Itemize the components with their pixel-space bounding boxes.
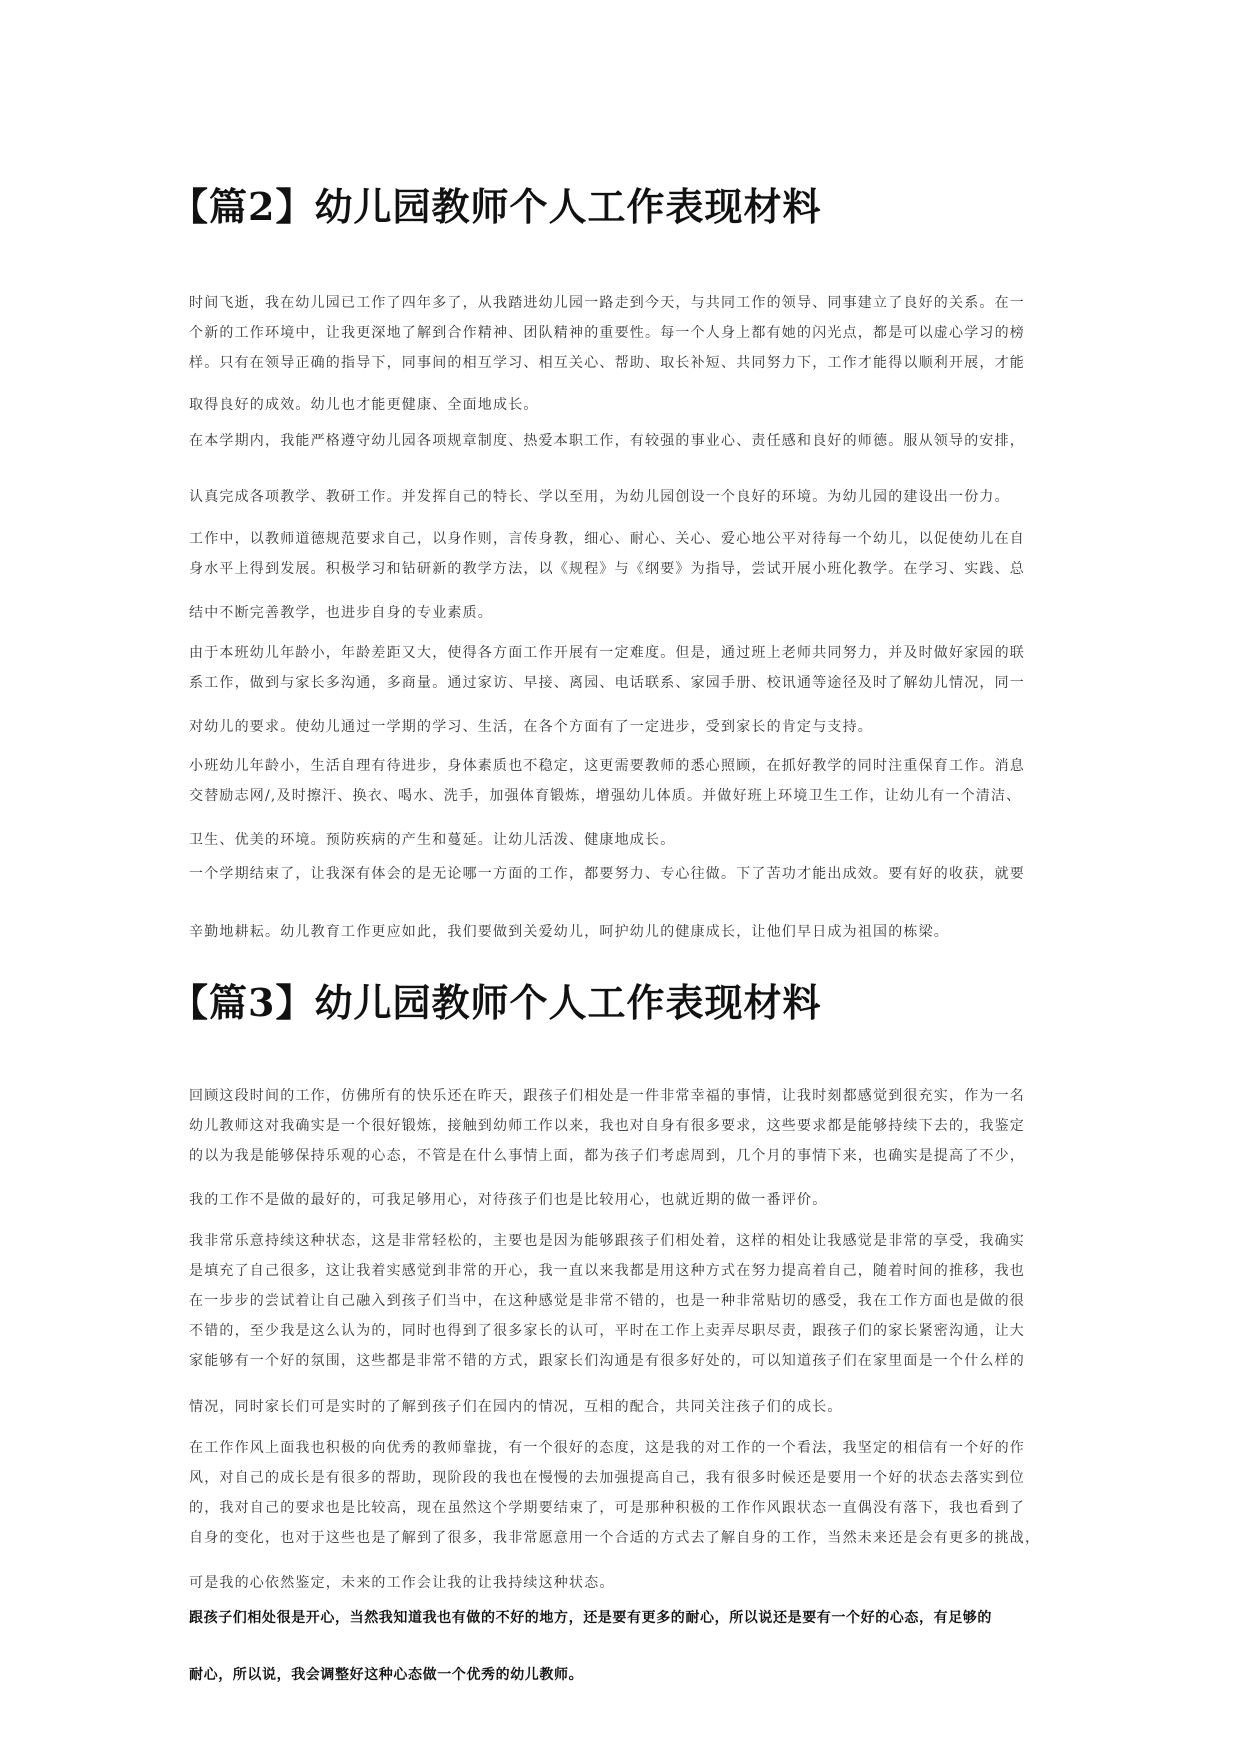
text-line: 回顾这段时间的工作，仿佛所有的快乐还在昨天，跟孩子们相处是一件非常幸福的事情，让我时刻都感觉到很充实，作为一名 xyxy=(189,1088,1025,1104)
section-2-paragraph-6-cont xyxy=(189,917,1051,947)
text-line: 在本学期内，我能严格遵守幼儿园各项规章制度、热爱本职工作，有较强的事业心、责任感和良好的师德。服从领导的安排， xyxy=(189,433,1025,449)
text-line: 时间飞逝，我在幼儿园已工作了四年多了，从我踏进幼儿园一路走到今天，与共同工作的领导、同事建立了良好的关系。在一 xyxy=(189,295,1025,311)
text-line: 卫生、优美的环境。预防疾病的产生和蔓延。让幼儿活泼、健康地成长。 xyxy=(189,832,676,848)
text-line: 我非常乐意持续这种状态，这是非常轻松的，主要也是因为能够跟孩子们相处着，这样的相处让我感觉是非常的享受，我确实 xyxy=(189,1233,1025,1249)
text-line: 是填充了自己很多，这让我着实感觉到非常的开心，我一直以来我都是用这种方式在努力提高着自己，随着时间的推移，我也 xyxy=(189,1263,1025,1279)
text-line: 的以为我是能够保持乐观的心态，不管是在什么事情上面，都为孩子们考虑周到，几个月的事情下来，也确实是提高了不少， xyxy=(189,1148,1025,1164)
text-line: 情况，同时家长们可是实时的了解到孩子们在园内的情况，互相的配合，共同关注孩子们的成长。 xyxy=(189,1399,843,1415)
text-line: 自身的变化，也对于这些也是了解到了很多，我非常愿意用一个合适的方式去了解自身的工作，当然未来还是会有更多的挑战， xyxy=(189,1530,1041,1546)
text-line: 家能够有一个好的氛围，这些都是非常不错的方式，跟家长们沟通是有很多好处的，可以知道孩子们在家里面是一个什么样的 xyxy=(189,1353,1025,1369)
text-line: 耐心，所以说，我会调整好这种心态做一个优秀的幼儿教师。 xyxy=(189,1667,584,1683)
text-line: 一个学期结束了，让我深有体会的是无论哪一方面的工作，都要努力、专心往做。下了苦功才能出成效。要有好的收获，就要 xyxy=(189,866,1025,882)
section-3-paragraph-2 xyxy=(189,1226,1051,1376)
text-line: 工作中，以教师道德规范要求自己，以身作则，言传身教，细心、耐心、关心、爱心地公平对待每一个幼儿，以促使幼儿在自 xyxy=(189,531,1025,547)
text-line: 在工作作风上面我也积极的向优秀的教师靠拢，有一个很好的态度，这是我的对工作的一个看法，我坚定的相信有一个好的作 xyxy=(189,1440,1025,1456)
section-2-paragraph-4 xyxy=(189,638,1051,698)
text-line: 身水平上得到发展。积极学习和钻研新的教学方法，以《规程》与《纲要》为指导，尝试开展小班化教学。在学习、实践、总 xyxy=(189,561,1025,577)
section-2-paragraph-6 xyxy=(189,859,1051,889)
section-2-paragraph-2-cont xyxy=(189,482,1051,512)
text-line: 可是我的心依然鉴定，未来的工作会让我的让我持续这种状态。 xyxy=(189,1575,615,1591)
text-line: 认真完成各项教学、教研工作。并发挥自己的特长、学以至用，为幼儿园创设一个良好的环境。为幼儿园的建设出一份力。 xyxy=(189,489,1010,505)
text-line: 幼儿教师这对我确实是一个很好锻炼，接触到幼师工作以来，我也对自身有很多要求，这些要求都是能够持续下去的，我鉴定 xyxy=(189,1118,1025,1134)
text-line: 结中不断完善教学，也进步自身的专业素质。 xyxy=(189,605,493,621)
section-2-paragraph-1 xyxy=(189,288,1051,378)
section-3-paragraph-4-cont xyxy=(189,1660,1051,1690)
text-line: 系工作，做到与家长多沟通，多商量。通过家访、早接、离园、电话联系、家园手册、校讯通等途径及时了解幼儿情况，同一 xyxy=(189,675,1025,691)
text-line: 跟孩子们相处很是开心，当然我知道我也有做的不好的地方，还是要有更多的耐心，所以说还是要有一个好的心态，有足够的 xyxy=(189,1610,992,1626)
text-line: 在一步步的尝试着让自己融入到孩子们当中，在这种感觉是非常不错的，也是一种非常贴切的感受，我在工作方面也是做的很 xyxy=(189,1293,1025,1309)
section-3-heading: 【篇3】幼儿园教师个人工作表现材料 xyxy=(170,980,822,1025)
section-2-paragraph-2 xyxy=(189,426,1051,456)
section-2-paragraph-4-cont xyxy=(189,712,1051,742)
section-2-paragraph-1-cont xyxy=(189,390,1051,420)
text-line: 由于本班幼儿年龄小，年龄差距又大，使得各方面工作开展有一定难度。但是，通过班上老师共同努力，并及时做好家园的联 xyxy=(189,645,1025,661)
section-2-paragraph-5-cont xyxy=(189,825,1051,855)
section-2-paragraph-5 xyxy=(189,751,1051,811)
section-3-paragraph-1 xyxy=(189,1081,1051,1171)
text-line: 小班幼儿年龄小，生活自理有待进步，身体素质也不稳定，这更需要教师的悉心照顾，在抓好教学的同时注重保育工作。消息 xyxy=(189,758,1025,774)
text-line: 样。只有在领导正确的指导下，同事间的相互学习、相互关心、帮助、取长补短、共同努力下，工作才能得以顺利开展，才能 xyxy=(189,355,1025,371)
text-line: 我的工作不是做的最好的，可我足够用心，对待孩子们也是比较用心，也就近期的做一番评价。 xyxy=(189,1192,828,1208)
section-2-paragraph-3-cont xyxy=(189,598,1051,628)
text-line: 不错的，至少我是这么认为的，同时也得到了很多家长的认可，平时在工作上卖弄尽职尽责，跟孩子们的家长紧密沟通，让大 xyxy=(189,1323,1025,1339)
section-2-heading: 【篇2】幼儿园教师个人工作表现材料 xyxy=(170,184,822,229)
text-line: 交替励志网/,及时擦汗、换衣、喝水、洗手，加强体育锻炼，增强幼儿体质。并做好班上环境卫生工作，让幼儿有一个清洁、 xyxy=(189,788,1022,804)
text-line: 取得良好的成效。幼儿也才能更健康、全面地成长。 xyxy=(189,397,539,413)
text-line: 风，对自己的成长是有很多的帮助，现阶段的我也在慢慢的去加强提高自己，我有很多时候还是要用一个好的状态去落实到位 xyxy=(189,1470,1025,1486)
section-3-paragraph-3-cont xyxy=(189,1568,1051,1598)
text-line: 个新的工作环境中，让我更深地了解到合作精神、团队精神的重要性。每一个人身上都有她的闪光点，都是可以虚心学习的榜 xyxy=(189,325,1025,341)
text-line: 辛勤地耕耘。幼儿教育工作更应如此，我们要做到关爱幼儿，呵护幼儿的健康成长，让他们早日成为祖国的栋梁。 xyxy=(189,924,949,940)
section-3-paragraph-4 xyxy=(189,1603,1051,1633)
section-2-paragraph-3 xyxy=(189,524,1051,584)
section-3-paragraph-2-cont xyxy=(189,1392,1051,1422)
section-3-paragraph-1-cont xyxy=(189,1185,1051,1215)
text-line: 对幼儿的要求。使幼儿通过一学期的学习、生活，在各个方面有了一定进步，受到家长的肯定与支持。 xyxy=(189,719,873,735)
text-line: 的，我对自己的要求也是比较高，现在虽然这个学期要结束了，可是那种积极的工作作风跟状态一直偶没有落下，我也看到了 xyxy=(189,1500,1025,1516)
section-3-paragraph-3 xyxy=(189,1433,1051,1553)
